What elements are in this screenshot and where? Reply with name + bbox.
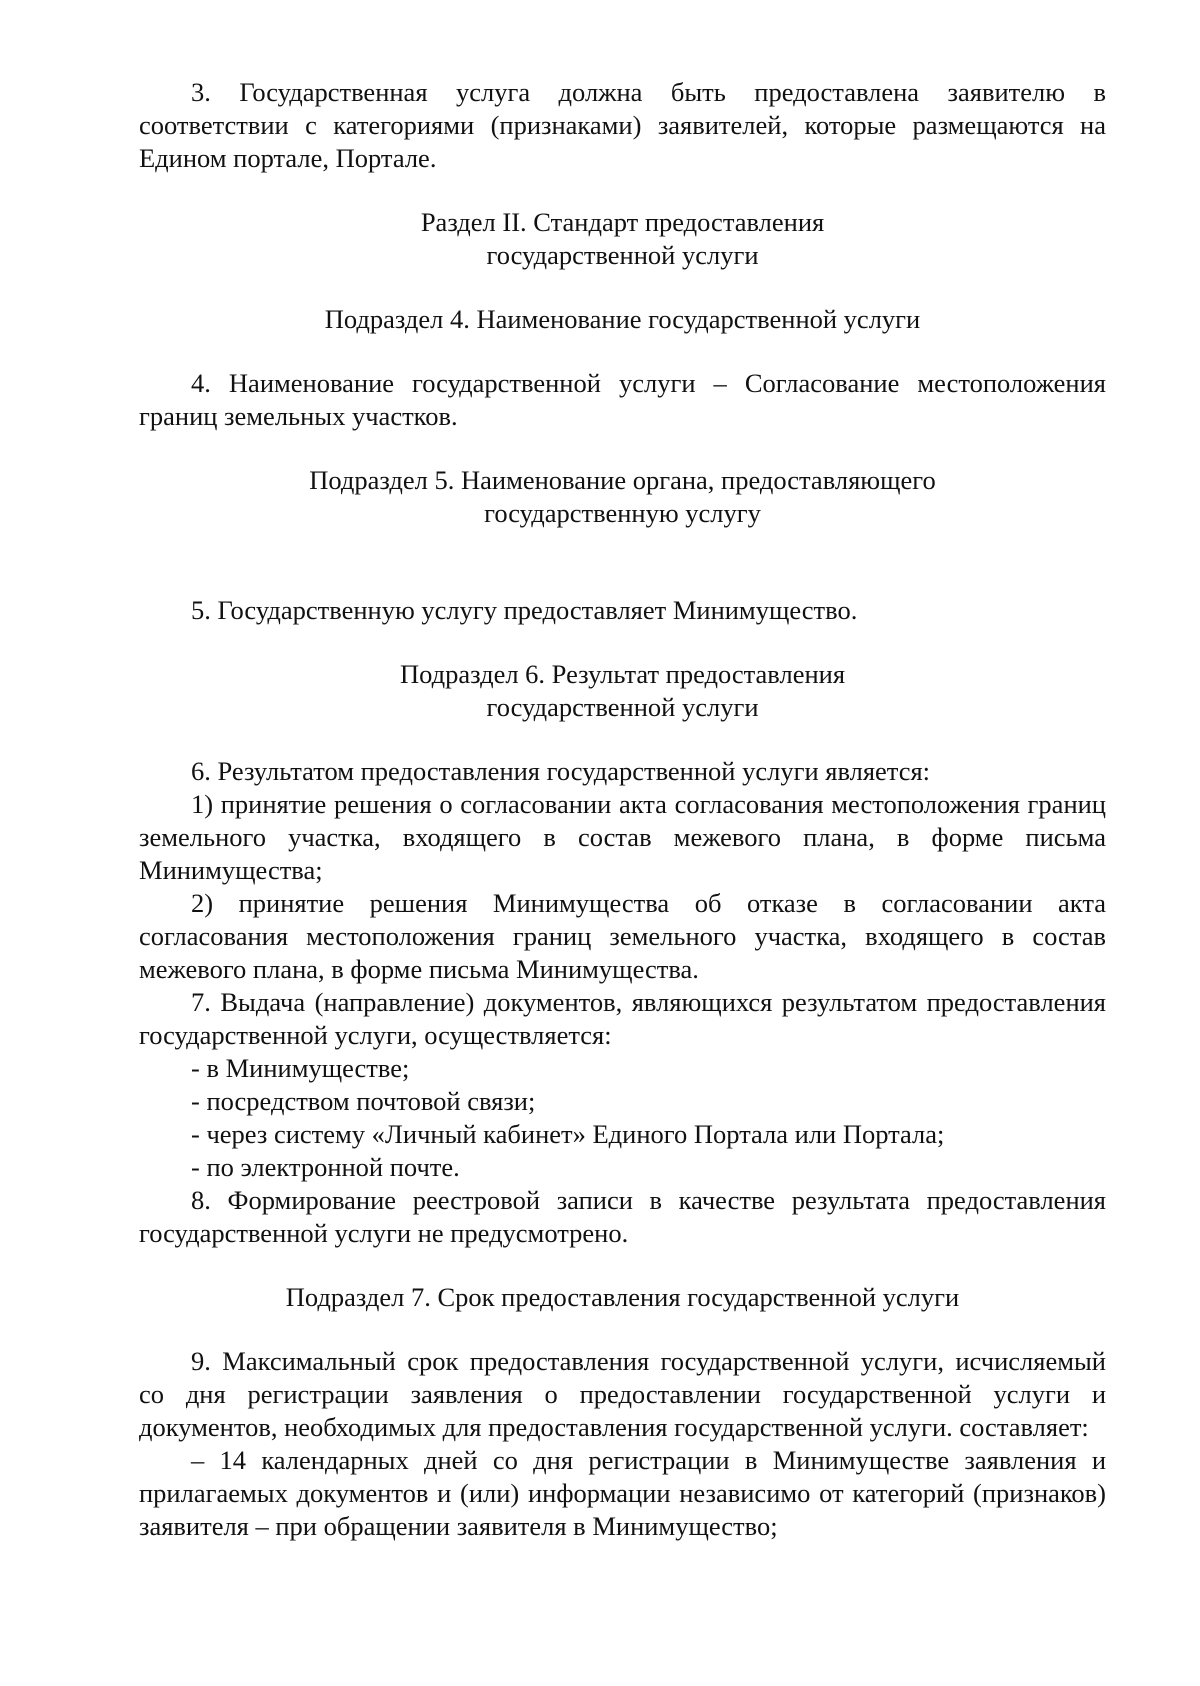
subsection-6-title-line-2: государственной услуги — [486, 692, 759, 722]
paragraph-6-item-1: 1) принятие решения о согласовании акта согласования местоположения границ земельного участка, входящего в состав межевого плана, в форме письма Минимущества; — [139, 789, 1106, 885]
list-item: - в Минимуществе; — [191, 1053, 410, 1083]
list-item: - через систему «Личный кабинет» Единого Портала или Портала; — [191, 1119, 945, 1149]
subsection-6-title-line-1: Подраздел 6. Результат предоставления — [399, 659, 846, 689]
paragraph-5: 5. Государственную услугу предоставляет Минимущество. — [191, 595, 858, 625]
paragraph-8: 8. Формирование реестровой записи в качестве результата предоставления государственной услуги не предусмотрено. — [139, 1185, 1106, 1248]
subsection-4-title: Подраздел 4. Наименование государственной услуги — [324, 304, 921, 334]
paragraph-6: 6. Результатом предоставления государственной услуги является: — [191, 756, 931, 786]
paragraph-4: 4. Наименование государственной услуги – Согласование местоположения границ земельных участков. — [139, 368, 1106, 431]
document-page — [139, 76, 1106, 1543]
paragraph-3: 3. Государственная услуга должна быть предоставлена заявителю в соответствии с категориями (признаками) заявителей, которые размещаются на Едином портале, Портале. — [139, 77, 1106, 173]
list-item: - по электронной почте. — [191, 1152, 460, 1182]
list-item: - посредством почтовой связи; — [191, 1086, 536, 1116]
paragraph-6-item-2: 2) принятие решения Минимущества об отказе в согласовании акта согласования местоположения границ земельного участка, входящего в состав межевого плана, в форме письма Минимущества. — [139, 888, 1106, 984]
paragraph-7: 7. Выдача (направление) документов, являющихся результатом предоставления государственной услуги, осуществляется: — [139, 987, 1106, 1050]
subsection-5-title-line-1: Подраздел 5. Наименование органа, предоставляющего — [309, 465, 936, 495]
section-2-title-line-1: Раздел II. Стандарт предоставления — [420, 207, 825, 237]
subsection-7-title: Подраздел 7. Срок предоставления государственной услуги — [285, 1282, 960, 1312]
section-2-title-line-2: государственной услуги — [486, 240, 759, 270]
paragraph-9: 9. Максимальный срок предоставления государственной услуги, исчисляемый со дня регистрации заявления о предоставлении государственной услуги и документов, необходимых для предоставления государственной услуги. составляет: — [139, 1346, 1106, 1442]
paragraph-9-item-1: – 14 календарных дней со дня регистрации в Минимуществе заявления и прилагаемых документов и (или) информации независимо от категорий (признаков) заявителя – при обращении заявителя в Минимущество; — [139, 1445, 1106, 1541]
subsection-5-title-line-2: государственную услугу — [484, 498, 761, 528]
